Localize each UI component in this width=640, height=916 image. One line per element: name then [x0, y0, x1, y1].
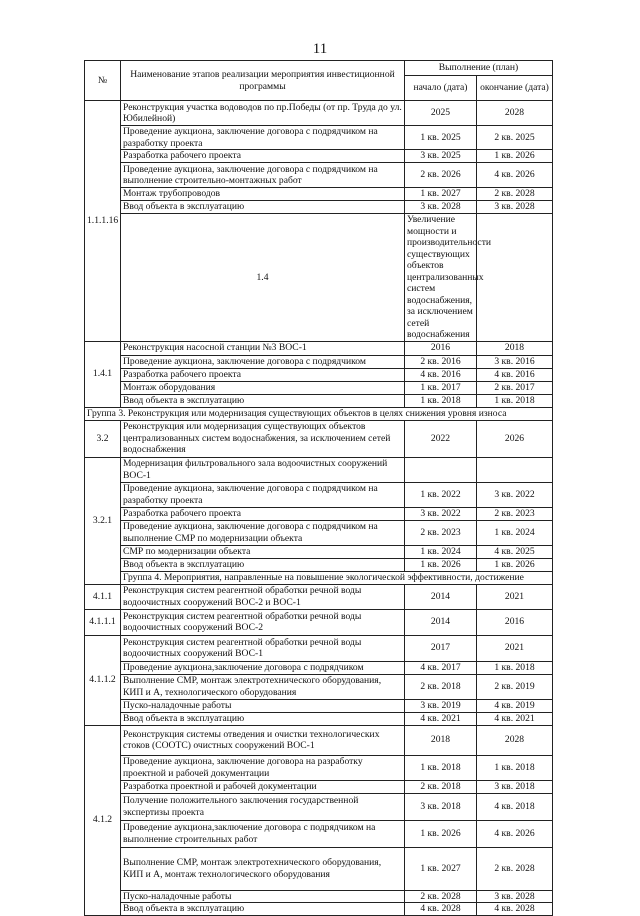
- table-row: [85, 394, 553, 407]
- start-date: 4 кв. 2017: [405, 661, 477, 674]
- start-date: 2 кв. 2026: [405, 163, 477, 188]
- stage-name: Проведение аукциона,заключение договора с подрядчиком на выполнение строительных работ: [121, 820, 405, 847]
- stage-name: Реконструкция систем реагентной обработки речной воды водоочистных сооружений ВОС-2 и ВОС-1: [121, 584, 405, 609]
- start-date: 3 кв. 2019: [405, 699, 477, 712]
- stage-name: Монтаж оборудования: [121, 381, 405, 394]
- stage-name: Ввод объекта в эксплуатацию: [121, 394, 405, 407]
- start-date: [477, 214, 553, 342]
- end-date: 1 кв. 2026: [477, 150, 553, 163]
- table-row: [85, 674, 553, 699]
- table-row: [85, 712, 553, 725]
- stage-name: Модернизация фильтровального зала водоочистных сооружений ВОС-1: [121, 457, 405, 482]
- start-date: 1 кв. 2026: [405, 558, 477, 571]
- stage-name: Проведение аукциона, заключение договора с подрядчиком: [121, 355, 405, 368]
- item-number: 3.2.1: [85, 457, 121, 584]
- table-row: [85, 420, 553, 457]
- end-date: 2021: [477, 635, 553, 661]
- end-date: 3 кв. 2016: [477, 355, 553, 368]
- end-date: 2028: [477, 725, 553, 755]
- start-date: [405, 457, 477, 482]
- stage-name: Выполнение СМР, монтаж электротехнического оборудования, КИП и А, технологического оборудования: [121, 674, 405, 699]
- header-start: начало (дата): [405, 76, 477, 101]
- start-date: 1 кв. 2018: [405, 394, 477, 407]
- start-date: 3 кв. 2018: [405, 793, 477, 820]
- stage-name: Реконструкция систем реагентной обработки речной воды водоочистных сооружений ВОС-2: [121, 609, 405, 635]
- stage-name: Реконструкция системы отведения и очистки технологических стоков (СООТС) очистных сооружений ВОС-1: [121, 725, 405, 755]
- stage-name: Проведение аукциона, заключение договора с подрядчиком на разработку проекта: [121, 482, 405, 507]
- end-date: 1 кв. 2018: [477, 394, 553, 407]
- end-date: 2026: [477, 420, 553, 457]
- table-row: [85, 520, 553, 545]
- end-date: 1 кв. 2024: [477, 520, 553, 545]
- stage-name: Разработка рабочего проекта: [121, 507, 405, 520]
- end-date: 2 кв. 2028: [477, 188, 553, 201]
- table-row: [85, 903, 553, 916]
- item-number: 1.1.1.16: [85, 101, 121, 342]
- table-row: [85, 755, 553, 780]
- table-row: [85, 820, 553, 847]
- end-date: 1 кв. 2026: [477, 558, 553, 571]
- table-row: [85, 780, 553, 793]
- table-row: [85, 368, 553, 381]
- group-row: [85, 571, 553, 584]
- stage-name: Реконструкция систем реагентной обработки речной воды водоочистных сооружений ВОС-1: [121, 635, 405, 661]
- end-date: 2 кв. 2019: [477, 674, 553, 699]
- end-date: 4 кв. 2026: [477, 820, 553, 847]
- start-date: 2018: [405, 725, 477, 755]
- table-row: [85, 201, 553, 214]
- end-date: 1 кв. 2018: [477, 661, 553, 674]
- table-row: [85, 341, 553, 355]
- start-date: 1 кв. 2024: [405, 545, 477, 558]
- start-date: 2 кв. 2016: [405, 355, 477, 368]
- start-date: 1 кв. 2027: [405, 188, 477, 201]
- start-date: 2025: [405, 101, 477, 126]
- start-date: 3 кв. 2022: [405, 507, 477, 520]
- end-date: 2 кв. 2025: [477, 126, 553, 150]
- stage-name: Пуско-наладочные работы: [121, 890, 405, 903]
- stage-name: Ввод объекта в эксплуатацию: [121, 712, 405, 725]
- stage-name: Пуско-наладочные работы: [121, 699, 405, 712]
- item-number: 3.2: [85, 420, 121, 457]
- table-row: [85, 609, 553, 635]
- stage-name: Проведение аукциона, заключение договора с подрядчиком на выполнение строительно-монтажных работ: [121, 163, 405, 188]
- item-number: 4.1.2: [85, 725, 121, 915]
- table-row: [85, 545, 553, 558]
- item-number: 4.1.1: [85, 584, 121, 609]
- page-number: 11: [312, 41, 328, 57]
- start-date: 3 кв. 2025: [405, 150, 477, 163]
- item-number: 1.4.1: [85, 341, 121, 407]
- end-date: 3 кв. 2028: [477, 201, 553, 214]
- item-number: 4.1.1.1: [85, 609, 121, 635]
- start-date: 4 кв. 2016: [405, 368, 477, 381]
- table-body: [85, 101, 553, 916]
- table-row: [85, 635, 553, 661]
- end-date: 4 кв. 2021: [477, 712, 553, 725]
- investment-program-table: [84, 60, 553, 916]
- item-number: 4.1.1.2: [85, 635, 121, 725]
- header-name: Наименование этапов реализации мероприятия инвестиционной программы: [121, 61, 405, 101]
- stage-name: Разработка рабочего проекта: [121, 150, 405, 163]
- table-row: [85, 507, 553, 520]
- end-date: 4 кв. 2018: [477, 793, 553, 820]
- table-row: [85, 457, 553, 482]
- table-row: [85, 355, 553, 368]
- item-number: 1.4: [121, 214, 405, 342]
- end-date: 4 кв. 2019: [477, 699, 553, 712]
- start-date: 2 кв. 2028: [405, 890, 477, 903]
- start-date: 1 кв. 2025: [405, 126, 477, 150]
- end-date: 3 кв. 2022: [477, 482, 553, 507]
- stage-name: СМР по модернизации объекта: [121, 545, 405, 558]
- start-date: 2014: [405, 609, 477, 635]
- table-row: [85, 101, 553, 126]
- end-date: 2016: [477, 609, 553, 635]
- stage-name: Ввод объекта в эксплуатацию: [121, 903, 405, 916]
- stage-name: Получение положительного заключения государственной экспертизы проекта: [121, 793, 405, 820]
- start-date: 4 кв. 2021: [405, 712, 477, 725]
- table-row: [85, 150, 553, 163]
- end-date: 4 кв. 2026: [477, 163, 553, 188]
- stage-name: Монтаж трубопроводов: [121, 188, 405, 201]
- end-date: 1 кв. 2018: [477, 755, 553, 780]
- stage-name: Ввод объекта в эксплуатацию: [121, 201, 405, 214]
- stage-name: Реконструкция насосной станции №3 ВОС-1: [121, 341, 405, 355]
- start-date: 2 кв. 2018: [405, 674, 477, 699]
- start-date: 2 кв. 2023: [405, 520, 477, 545]
- stage-name: Проведение аукциона,заключение договора с подрядчиком: [121, 661, 405, 674]
- table-row: [85, 725, 553, 755]
- end-date: 2028: [477, 101, 553, 126]
- group-row: [85, 407, 553, 420]
- stage-name: Проведение аукциона, заключение договора с подрядчиком на разработку проекта: [121, 126, 405, 150]
- group-title: Группа 3. Реконструкция или модернизация существующих объектов в целях снижения уровня износа: [85, 407, 553, 420]
- start-date: 2 кв. 2018: [405, 780, 477, 793]
- start-date: 2022: [405, 420, 477, 457]
- table-row: [85, 558, 553, 571]
- stage-name: Ввод объекта в эксплуатацию: [121, 558, 405, 571]
- end-date: 3 кв. 2028: [477, 890, 553, 903]
- stage-name: Проведение аукциона, заключение договора на разработку проектной и рабочей документации: [121, 755, 405, 780]
- stage-name: Увеличение мощности и производительности существующих объектов централизованных систем водоснабжения, за исключением сетей водоснабжения: [405, 214, 477, 342]
- end-date: 2021: [477, 584, 553, 609]
- start-date: 4 кв. 2028: [405, 903, 477, 916]
- table-row: [85, 584, 553, 609]
- stage-name: Разработка рабочего проекта: [121, 368, 405, 381]
- end-date: 2 кв. 2017: [477, 381, 553, 394]
- start-date: 1 кв. 2027: [405, 847, 477, 890]
- end-date: 4 кв. 2025: [477, 545, 553, 558]
- group-title: Группа 4. Мероприятия, направленные на повышение экологической эффективности, достижение: [121, 571, 553, 584]
- start-date: 2016: [405, 341, 477, 355]
- end-date: 2 кв. 2023: [477, 507, 553, 520]
- header-execution: Выполнение (план): [405, 61, 553, 76]
- table-row: [85, 163, 553, 188]
- end-date: 2018: [477, 341, 553, 355]
- start-date: 1 кв. 2026: [405, 820, 477, 847]
- table-row: [85, 126, 553, 150]
- stage-name: Реконструкция участка водоводов по пр.Победы (от пр. Труда до ул. Юбилейной): [121, 101, 405, 126]
- stage-name: Разработка проектной и рабочей документации: [121, 780, 405, 793]
- table-row: [85, 214, 553, 342]
- start-date: 1 кв. 2022: [405, 482, 477, 507]
- start-date: 1 кв. 2018: [405, 755, 477, 780]
- start-date: 1 кв. 2017: [405, 381, 477, 394]
- table-row: [85, 793, 553, 820]
- table-row: [85, 482, 553, 507]
- end-date: [477, 457, 553, 482]
- stage-name: Реконструкция или модернизация существующих объектов централизованных систем водоснабжения, за исключением сетей водоснабжения: [121, 420, 405, 457]
- end-date: 4 кв. 2028: [477, 903, 553, 916]
- header-end: окончание (дата): [477, 76, 553, 101]
- end-date: 3 кв. 2018: [477, 780, 553, 793]
- stage-name: Проведение аукциона, заключение договора с подрядчиком на выполнение СМР по модернизации объекта: [121, 520, 405, 545]
- end-date: 4 кв. 2016: [477, 368, 553, 381]
- table-row: [85, 699, 553, 712]
- table-row: [85, 188, 553, 201]
- start-date: 2014: [405, 584, 477, 609]
- table-row: [85, 890, 553, 903]
- end-date: 2 кв. 2028: [477, 847, 553, 890]
- start-date: 2017: [405, 635, 477, 661]
- table-row: [85, 847, 553, 890]
- header-num: №: [85, 61, 121, 101]
- table-row: [85, 661, 553, 674]
- table-row: [85, 381, 553, 394]
- start-date: 3 кв. 2028: [405, 201, 477, 214]
- stage-name: Выполнение СМР, монтаж электротехнического оборудования, КИП и А, монтаж технологического оборудования: [121, 847, 405, 890]
